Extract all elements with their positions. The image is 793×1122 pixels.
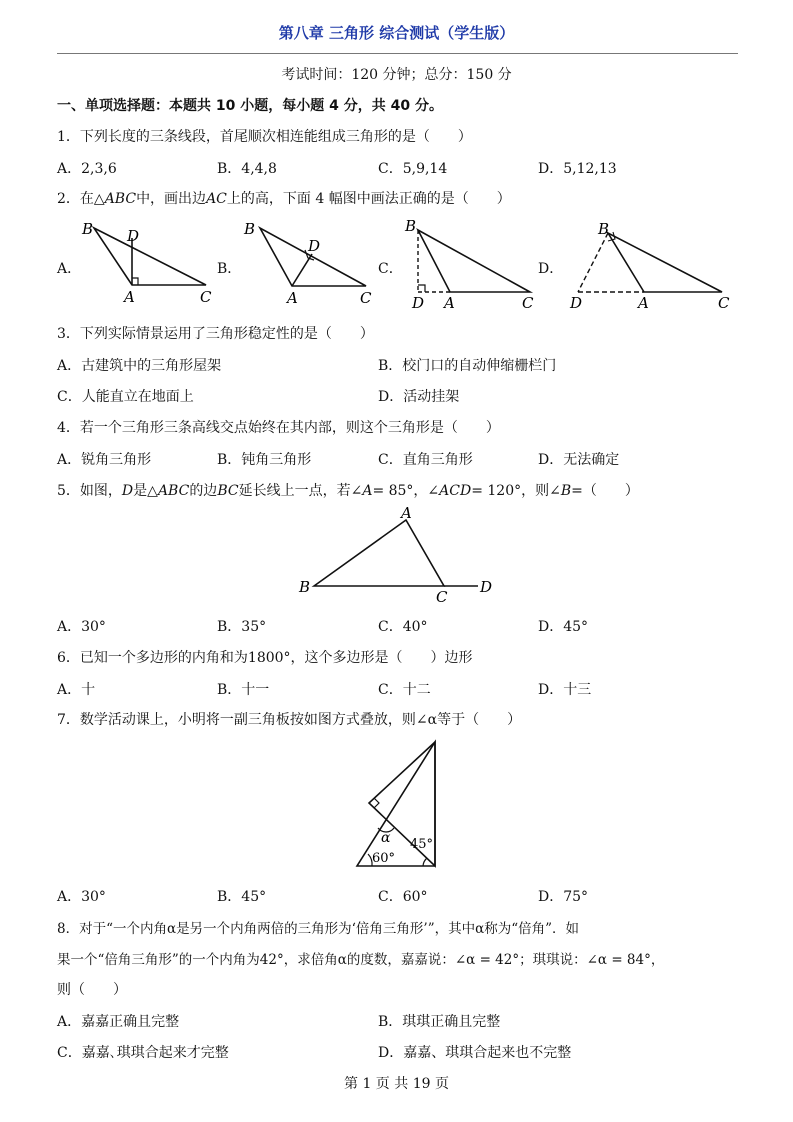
q2-option-a: A．	[57, 261, 82, 277]
q7-figure	[350, 736, 450, 872]
svg-text:D: D	[570, 294, 583, 312]
svg-text:C: C	[360, 289, 372, 307]
svg-text:A: A	[444, 294, 455, 312]
q4-option-b: B．钝角三角形	[217, 452, 312, 468]
q5-option-d: D．45°	[538, 619, 589, 635]
q8-option-a: A．嘉嘉正确且完整	[57, 1014, 180, 1030]
svg-text:D: D	[412, 294, 425, 312]
question-4-text: 4．若一个三角形三条高线交点始终在其内部，则这个三角形是（ ）	[57, 420, 500, 436]
q5-option-c: C．40°	[378, 619, 428, 635]
q8-option-c: C．嘉嘉､琪琪合起来才完整	[57, 1045, 229, 1061]
svg-text:A: A	[287, 289, 298, 307]
q3-option-d: D．活动挂架	[378, 389, 460, 405]
svg-text:C: C	[718, 294, 730, 312]
svg-text:A: A	[638, 294, 649, 312]
q3-option-c: C．人能直立在地面上	[57, 389, 194, 405]
q2-option-d: D．	[538, 261, 564, 277]
q2-option-b: B．	[217, 261, 242, 277]
svg-text:C: C	[522, 294, 534, 312]
page-footer: 第 1 页 共 19 页	[344, 1076, 449, 1092]
q1-option-a: A．2,3,6	[57, 161, 117, 177]
question-8-line-1: 8．对于“一个内角α是另一个内角两倍的三角形为‘倍角三角形’”，其中α称为“倍角”．如	[57, 921, 580, 937]
question-8-line-2: 果一个“倍角三角形”的一个内角为42°，求倍角α的度数，嘉嘉说：∠α = 42°；琪琪说：∠α = 84°，	[57, 952, 665, 968]
q1-option-d: D．5,12,13	[538, 161, 617, 177]
q3-option-a: A．古建筑中的三角形屋架	[57, 358, 222, 374]
q2-figure-c	[398, 212, 548, 312]
q1-option-c: C．5,9,14	[378, 161, 448, 177]
q7-option-b: B．45°	[217, 889, 267, 905]
q6-option-d: D．十三	[538, 682, 592, 698]
q5-figure	[296, 502, 506, 606]
q2-option-c: C．	[378, 261, 403, 277]
section-heading: 一、单项选择题：本题共 10 小题，每小题 4 分，共 40 分。	[57, 98, 443, 114]
q7-option-d: D．75°	[538, 889, 589, 905]
q8-option-b: B．琪琪正确且完整	[378, 1014, 501, 1030]
svg-text:45°: 45°	[410, 837, 434, 852]
exam-info: 考试时间：120 分钟；总分：150 分	[281, 67, 512, 83]
q4-option-a: A．锐角三角形	[57, 452, 152, 468]
q2-figure-a	[80, 218, 220, 308]
svg-text:α: α	[381, 830, 391, 846]
q5-option-a: A．30°	[57, 619, 106, 635]
q5-option-b: B．35°	[217, 619, 267, 635]
question-5-text: 5．如图，D是△ABC的边BC延长线上一点，若∠A= 85°，∠ACD= 120°，则∠B=（ ）	[57, 483, 639, 499]
question-1-text: 1．下列长度的三条线段，首尾顺次相连能组成三角形的是（ ）	[57, 129, 472, 145]
q2-figure-d	[562, 218, 742, 313]
svg-text:C: C	[200, 288, 212, 306]
q7-option-c: C．60°	[378, 889, 428, 905]
question-7-text: 7．数学活动课上，小明将一副三角板按如图方式叠放，则∠α等于（ ）	[57, 712, 522, 728]
svg-text:C: C	[436, 588, 448, 606]
question-3-text: 3．下列实际情景运用了三角形稳定性的是（ ）	[57, 326, 374, 342]
q7-option-a: A．30°	[57, 889, 106, 905]
q6-option-a: A．十	[57, 682, 96, 698]
svg-text:B: B	[244, 220, 256, 238]
q6-option-c: C．十二	[378, 682, 431, 698]
q3-option-b: B．校门口的自动伸缩栅栏门	[378, 358, 557, 374]
question-6-text: 6．已知一个多边形的内角和为1800°，这个多边形是（ ）边形	[57, 650, 473, 666]
q6-option-b: B．十一	[217, 682, 270, 698]
svg-text:D: D	[308, 237, 321, 255]
svg-text:D: D	[480, 578, 493, 596]
q8-option-d: D．嘉嘉、琪琪合起来也不完整	[378, 1045, 572, 1061]
svg-text:A: A	[401, 504, 412, 522]
q2-figure-b	[240, 218, 380, 308]
header-divider	[57, 53, 738, 54]
svg-text:60°: 60°	[372, 851, 396, 866]
svg-text:B: B	[82, 220, 94, 238]
question-2-text: 2．在△ABC中，画出边AC上的高，下面 4 幅图中画法正确的是（ ）	[57, 191, 511, 207]
svg-text:D: D	[127, 227, 140, 245]
q1-option-b: B．4,4,8	[217, 161, 277, 177]
svg-text:B: B	[299, 578, 311, 596]
question-8-line-3: 则（ ）	[57, 982, 127, 998]
svg-text:A: A	[124, 288, 135, 306]
q4-option-d: D．无法确定	[538, 452, 620, 468]
svg-text:B: B	[598, 220, 610, 238]
q4-option-c: C．直角三角形	[378, 452, 473, 468]
svg-text:B: B	[405, 217, 417, 235]
page-title: 第八章 三角形 综合测试（学生版）	[278, 24, 515, 42]
